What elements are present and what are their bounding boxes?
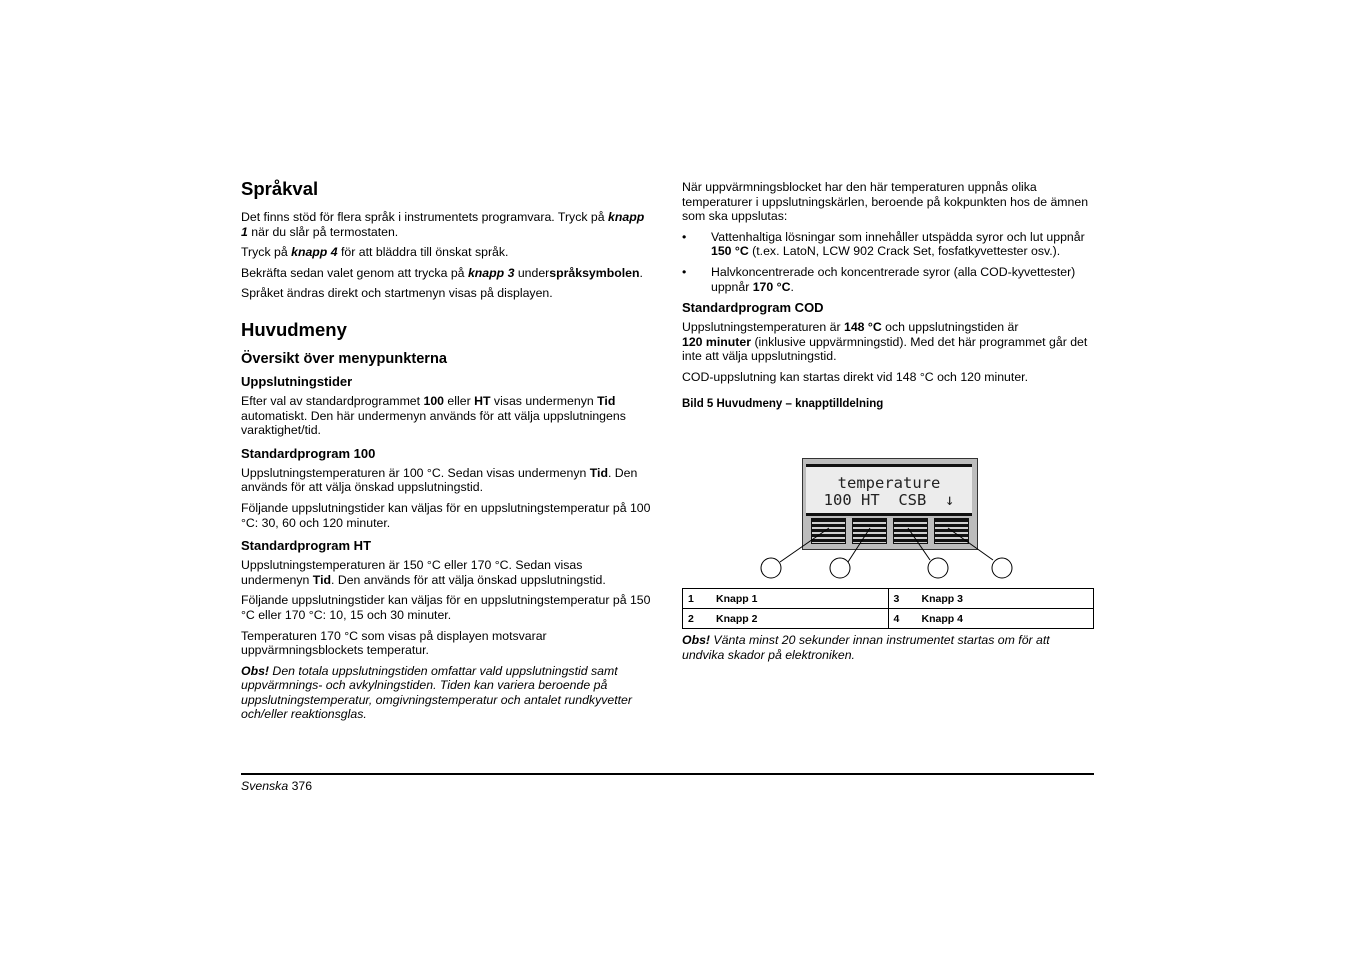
callout-line-4 xyxy=(948,528,993,560)
table-row xyxy=(683,609,1094,629)
heading-uppslutningstider: Uppslutningstider xyxy=(241,373,353,389)
sp100-paragraph-2: Följande uppslutningstider kan väljas för en uppslutningstemperatur på 100 °C: 30, 60 och 120 minuter. xyxy=(241,500,651,530)
uppslutningstider-paragraph: Efter val av standardprogrammet 100 eller HT visas undermenyn Tid automatiskt. Den här undermenyn används för att välja uppslutningens varaktighet/tid. xyxy=(241,393,626,438)
note-obs-1: Obs! Den totala uppslutningstiden omfattar vald uppslutningstid samt uppvärmnings- och avkylningstiden. Tiden kan variera beroende på uppslutningstemperatur, omgivningstemperatur och antalet rundkyvetter och/eller reaktionsglas. xyxy=(241,663,632,722)
sp100-paragraph-1: Uppslutningstemperaturen är 100 °C. Sedan visas undermenyn Tid. Den används för att välja önskad uppslutningstid. xyxy=(241,465,638,495)
sprakval-paragraph-3: Bekräfta sedan valet genom att trycka på knapp 3 underspråksymbolen. xyxy=(241,265,643,280)
sprakval-paragraph-4: Språket ändras direkt och startmenyn visas på displayen. xyxy=(241,286,553,301)
display-figure xyxy=(682,455,1094,583)
list-item: • Vattenhaltiga lösningar som innehåller utspädda syror och lut uppnår 150 °C (t.ex. LatoN, LCW 902 Crack Set, fosfatkyvettester osv.). xyxy=(682,230,1094,259)
heading-standardprogram-ht: Standardprogram HT xyxy=(241,538,372,554)
table-cell: Knapp 3 xyxy=(917,589,1094,609)
table-cell: Knapp 4 xyxy=(917,609,1094,629)
right-column xyxy=(682,180,1094,411)
spht-paragraph-1: Uppslutningstemperaturen är 150 °C eller 170 °C. Sedan visas undermenyn Tid. Den används för att välja önskad uppslutningstid. xyxy=(241,558,606,587)
page-footer xyxy=(241,779,312,793)
heading-huvudmeny: Huvudmeny xyxy=(241,318,347,340)
table-cell: 3 xyxy=(888,589,917,609)
callout-circle-4 xyxy=(992,558,1012,578)
button-legend-table xyxy=(682,588,1094,629)
bullet-list xyxy=(682,230,1094,294)
left-column xyxy=(241,178,653,728)
page-number: 376 xyxy=(288,779,313,793)
note-obs-2: Obs! Vänta minst 20 sekunder innan instrumentet startas om för att undvika skador på elektroniken. xyxy=(682,633,1050,662)
lcd-line-1: temperature xyxy=(837,474,941,492)
callout-circle-1 xyxy=(761,558,781,578)
callout-line-3 xyxy=(908,528,930,560)
sprakval-paragraph-1: Det finns stöd för flera språk i instrumentets programvara. Tryck på knapp 1 när du slår på termostaten. xyxy=(241,210,645,239)
spcod-paragraph-2: COD-uppslutning kan startas direkt vid 148 °C och 120 minuter. xyxy=(682,369,1028,384)
spht-paragraph-2: Följande uppslutningstider kan väljas för en uppslutningstemperatur på 150 °C eller 170 °C: 10, 15 och 30 minuter. xyxy=(241,593,651,622)
heading-standardprogram-100: Standardprogram 100 xyxy=(241,445,376,461)
spht-paragraph-3: Temperaturen 170 °C som visas på displayen motsvarar uppvärmningsblockets temperatur. xyxy=(241,628,547,658)
lcd-line-2: 100 HT CSB ↓ xyxy=(823,491,955,509)
callout-circle-3 xyxy=(928,558,948,578)
table-cell: Knapp 1 xyxy=(711,589,888,609)
list-item: • Halvkoncentrerade och koncentrerade syror (alla COD-kyvettester) uppnår 170 °C. xyxy=(682,265,1094,294)
sprakval-paragraph-2: Tryck på knapp 4 för att bläddra till önskat språk. xyxy=(241,245,509,260)
callout-line-2 xyxy=(848,528,870,562)
heading-standardprogram-cod: Standardprogram COD xyxy=(682,300,824,316)
callout-line-1 xyxy=(780,528,829,562)
intro-paragraph: När uppvärmningsblocket har den här temperaturen uppnås olika temperaturer i uppslutningskärlen, beroende på kokpunkten hos de ämnen som ska uppslutas: xyxy=(682,180,1089,224)
table-cell: 4 xyxy=(888,609,917,629)
table-cell: Knapp 2 xyxy=(711,609,888,629)
footer-rule xyxy=(241,773,1094,775)
table-cell: 1 xyxy=(683,589,712,609)
spcod-paragraph-1: Uppslutningstemperaturen är 148 °C och uppslutningstiden är 120 minuter (inklusive uppvärmningstid). Med det här programmet går det inte att välja uppslutningstid. xyxy=(682,320,1088,364)
footer-language: Svenska xyxy=(241,779,289,793)
heading-oversikt: Översikt över menypunkterna xyxy=(241,350,448,367)
table-cell: 2 xyxy=(683,609,712,629)
callout-circle-2 xyxy=(830,558,850,578)
figure-caption: Bild 5 Huvudmeny – knapptilldelning xyxy=(682,397,884,410)
heading-sprakval: Språkval xyxy=(241,178,319,199)
table-row xyxy=(683,589,1094,609)
callout-lines xyxy=(682,455,1094,583)
